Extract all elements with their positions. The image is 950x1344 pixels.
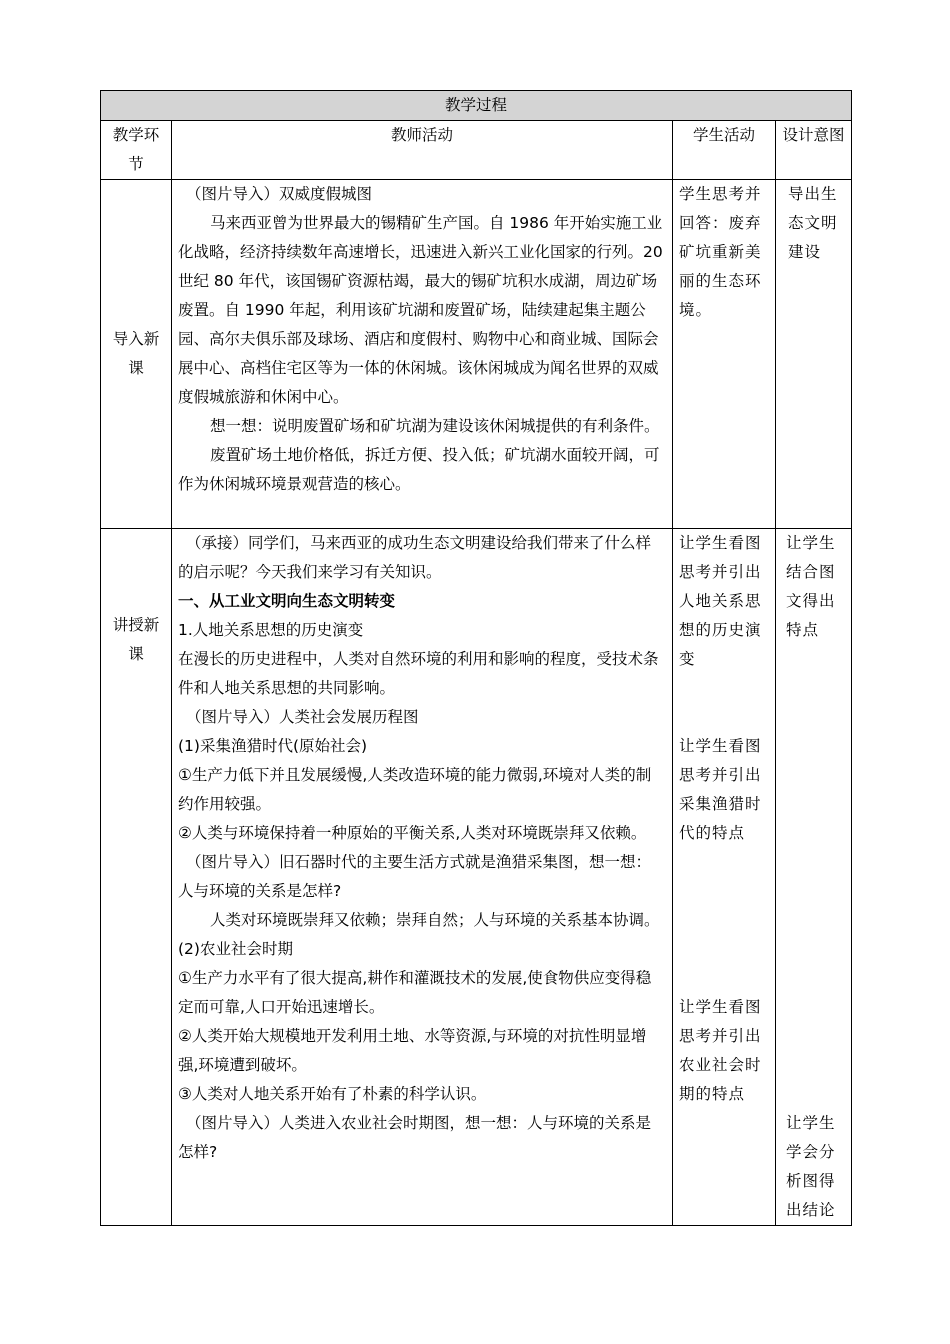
student-intro: 学生思考并回答：废弃矿坑重新美丽的生态环境。 <box>673 180 776 529</box>
student-lecture-1: 让学生看图思考并引出人地关系思想的历史演变 <box>679 534 762 668</box>
teacher-intro <box>172 180 673 529</box>
table-title: 教学过程 <box>101 91 852 121</box>
lecture-p2: 在漫长的历史进程中，人类对自然环境的利用和影响的程度，受技术条件和人地关系思想的共同影响。 <box>178 650 659 697</box>
row-intro <box>101 180 852 529</box>
student-lecture-3: 让学生看图思考并引出农业社会时期的特点 <box>679 998 762 1103</box>
lecture-p13: （图片导入）人类进入农业社会时期图，想一想：人与环境的关系是怎样? <box>178 1114 652 1161</box>
intro-p2: 马来西亚曾为世界最大的锡精矿生产国。自 1986 年开始实施工业化战略，经济持续数年高速增长，迅速进入新兴工业化国家的行列。20 世纪 80 年代，该国锡矿资源枯竭，最大的锡矿坑积水成湖，周边矿场废置。自 1990 年起，利用该矿坑湖和废置矿场，陆续建起集主题公园、高尔夫俱乐部及球场、酒店和度假村、购物中心和商业城、国际会展中心、高档住宅区等为一体的休闲城。该休闲城成为闻名世界的双威度假城旅游和休闲中心。 <box>178 214 663 406</box>
teaching-process-table <box>100 90 852 1226</box>
header-teacher: 教师活动 <box>172 121 673 180</box>
design-lecture-1: 让学生结合图文得出特点 <box>786 534 836 639</box>
lecture-p4: (1)采集渔猎时代(原始社会) <box>178 737 368 755</box>
intro-p1: （图片导入）双威度假城图 <box>186 185 373 203</box>
header-row <box>101 121 852 180</box>
teacher-lecture <box>172 529 673 1226</box>
lecture-p9: (2)农业社会时期 <box>178 940 293 958</box>
lecture-p12: ③人类对人地关系开始有了朴素的科学认识。 <box>178 1085 487 1103</box>
student-lecture-2: 让学生看图思考并引出采集渔猎时代的特点 <box>679 737 762 842</box>
segment-lecture: 讲授新课 <box>101 529 172 1226</box>
intro-p4: 废置矿场土地价格低，拆迁方便、投入低；矿坑湖水面较开阔，可作为休闲城环境景观营造的核心。 <box>178 446 660 493</box>
lecture-p5: ①生产力低下并且发展缓慢,人类改造环境的能力微弱,环境对人类的制约作用较强。 <box>178 766 652 813</box>
lecture-p1: （承接）同学们，马来西亚的成功生态文明建设给我们带来了什么样的启示呢？今天我们来学习有关知识。 <box>178 534 652 581</box>
segment-intro: 导入新课 <box>101 180 172 529</box>
design-intro: 导出生态文明建设 <box>776 180 852 529</box>
lecture-heading-2: 1.人地关系思想的历史演变 <box>178 621 364 639</box>
design-lecture-2: 让学生学会分析图得出结论 <box>786 1114 836 1219</box>
intro-p3: 想一想：说明废置矿场和矿坑湖为建设该休闲城提供的有利条件。 <box>210 417 660 435</box>
lecture-p7: （图片导入）旧石器时代的主要生活方式就是渔猎采集图，想一想：人与环境的关系是怎样? <box>178 853 652 900</box>
row-lecture <box>101 529 852 1226</box>
header-student: 学生活动 <box>673 121 776 180</box>
lecture-p3: （图片导入）人类社会发展历程图 <box>186 708 419 726</box>
title-row <box>101 91 852 121</box>
lecture-p8: 人类对环境既崇拜又依赖；崇拜自然；人与环境的关系基本协调。 <box>210 911 660 929</box>
header-design: 设计意图 <box>776 121 852 180</box>
lecture-p6: ②人类与环境保持着一种原始的平衡关系,人类对环境既崇拜又依赖。 <box>178 824 647 842</box>
lecture-heading-1: 一、从工业文明向生态文明转变 <box>178 592 396 610</box>
design-lecture <box>776 529 852 1226</box>
header-segment: 教学环节 <box>101 121 172 180</box>
lecture-p11: ②人类开始大规模地开发利用土地、水等资源,与环境的对抗性明显增强,环境遭到破坏。 <box>178 1027 647 1074</box>
student-lecture <box>673 529 776 1226</box>
lecture-p10: ①生产力水平有了很大提高,耕作和灌溉技术的发展,使食物供应变得稳定而可靠,人口开始迅速增长。 <box>178 969 652 1016</box>
